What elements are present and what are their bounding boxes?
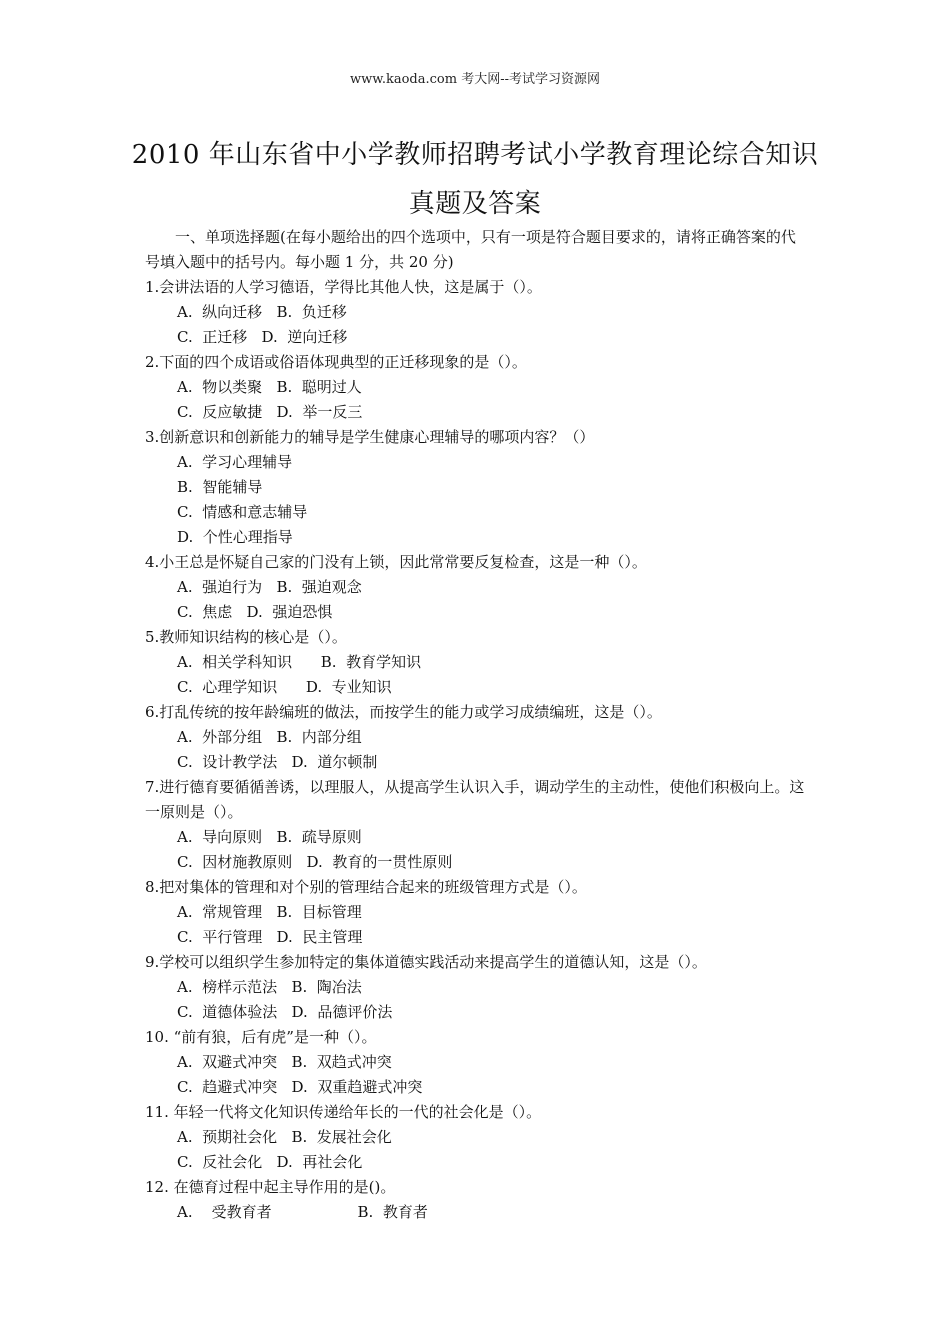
question-1-options: A. 纵向迁移 B. 负迁移 [177, 303, 347, 321]
question-2: 2.下面的四个成语或俗语体现典型的正迁移现象的是（）。 [145, 353, 527, 371]
question-11-options: C. 反社会化 D. 再社会化 [177, 1153, 363, 1171]
question-10-options: C. 趋避式冲突 D. 双重趋避式冲突 [177, 1078, 423, 1096]
question-9: 9.学校可以组织学生参加特定的集体道德实践活动来提高学生的道德认知，这是（）。 [145, 953, 707, 971]
question-5-options: A. 相关学科知识 B. 教育学知识 [177, 653, 422, 671]
question-7-options: A. 导向原则 B. 疏导原则 [177, 828, 362, 846]
question-10: 10. “前有狼，后有虎”是一种（）。 [145, 1028, 377, 1046]
question-8-options: A. 常规管理 B. 目标管理 [177, 903, 362, 921]
page-header: www.kaoda.com 考大网--考试学习资源网 [350, 72, 600, 87]
question-3-option: B. 智能辅导 [177, 478, 263, 496]
question-11-options: A. 预期社会化 B. 发展社会化 [177, 1128, 392, 1146]
question-1: 1.会讲法语的人学习德语，学得比其他人快，这是属于（）。 [145, 278, 542, 296]
question-12: 12. 在德育过程中起主导作用的是()。 [145, 1178, 396, 1196]
question-3-option: C. 情感和意志辅导 [177, 503, 308, 521]
question-2-options: C. 反应敏捷 D. 举一反三 [177, 403, 363, 421]
document-title-line1: 2010 年山东省中小学教师招聘考试小学教育理论综合知识 [131, 140, 819, 170]
question-9-options: A. 榜样示范法 B. 陶冶法 [177, 978, 362, 996]
question-6: 6.打乱传统的按年龄编班的做法，而按学生的能力或学习成绩编班，这是（）。 [145, 703, 662, 721]
question-6-options: A. 外部分组 B. 内部分组 [177, 728, 362, 746]
question-5-options: C. 心理学知识 D. 专业知识 [177, 678, 392, 696]
question-12-options: A. 受教育者 B. 教育者 [177, 1203, 428, 1221]
document-title-line2: 真题及答案 [408, 189, 542, 219]
question-8-options: C. 平行管理 D. 民主管理 [177, 928, 363, 946]
section-intro: 一、单项选择题(在每小题给出的四个选项中，只有一项是符合题目要求的，请将正确答案的代号填入题中的括号内。每小题 1 分，共 20 分) [145, 228, 796, 271]
exam-content [145, 225, 809, 1225]
question-10-options: A. 双避式冲突 B. 双趋式冲突 [177, 1053, 392, 1071]
question-3-option: A. 学习心理辅导 [177, 453, 293, 471]
question-8: 8.把对集体的管理和对个别的管理结合起来的班级管理方式是（）。 [145, 878, 587, 896]
question-1-options: C. 正迁移 D. 逆向迁移 [177, 328, 348, 346]
question-7-options: C. 因材施教原则 D. 教育的一贯性原则 [177, 853, 453, 871]
question-4: 4.小王总是怀疑自己家的门没有上锁，因此常常要反复检查，这是一种（）。 [145, 553, 647, 571]
question-7: 7.进行德育要循循善诱，以理服人，从提高学生认识入手，调动学生的主动性，使他们积极向上。这一原则是（）。 [145, 778, 805, 821]
question-3: 3.创新意识和创新能力的辅导是学生健康心理辅导的哪项内容？（） [145, 428, 595, 446]
question-5: 5.教师知识结构的核心是（）。 [145, 628, 347, 646]
question-11: 11. 年轻一代将文化知识传递给年长的一代的社会化是（）。 [145, 1103, 542, 1121]
question-4-options: A. 强迫行为 B. 强迫观念 [177, 578, 362, 596]
question-3-option: D. 个性心理指导 [177, 528, 293, 546]
question-6-options: C. 设计教学法 D. 道尔顿制 [177, 753, 378, 771]
question-9-options: C. 道德体验法 D. 品德评价法 [177, 1003, 393, 1021]
question-4-options: C. 焦虑 D. 强迫恐惧 [177, 603, 333, 621]
question-2-options: A. 物以类聚 B. 聪明过人 [177, 378, 362, 396]
